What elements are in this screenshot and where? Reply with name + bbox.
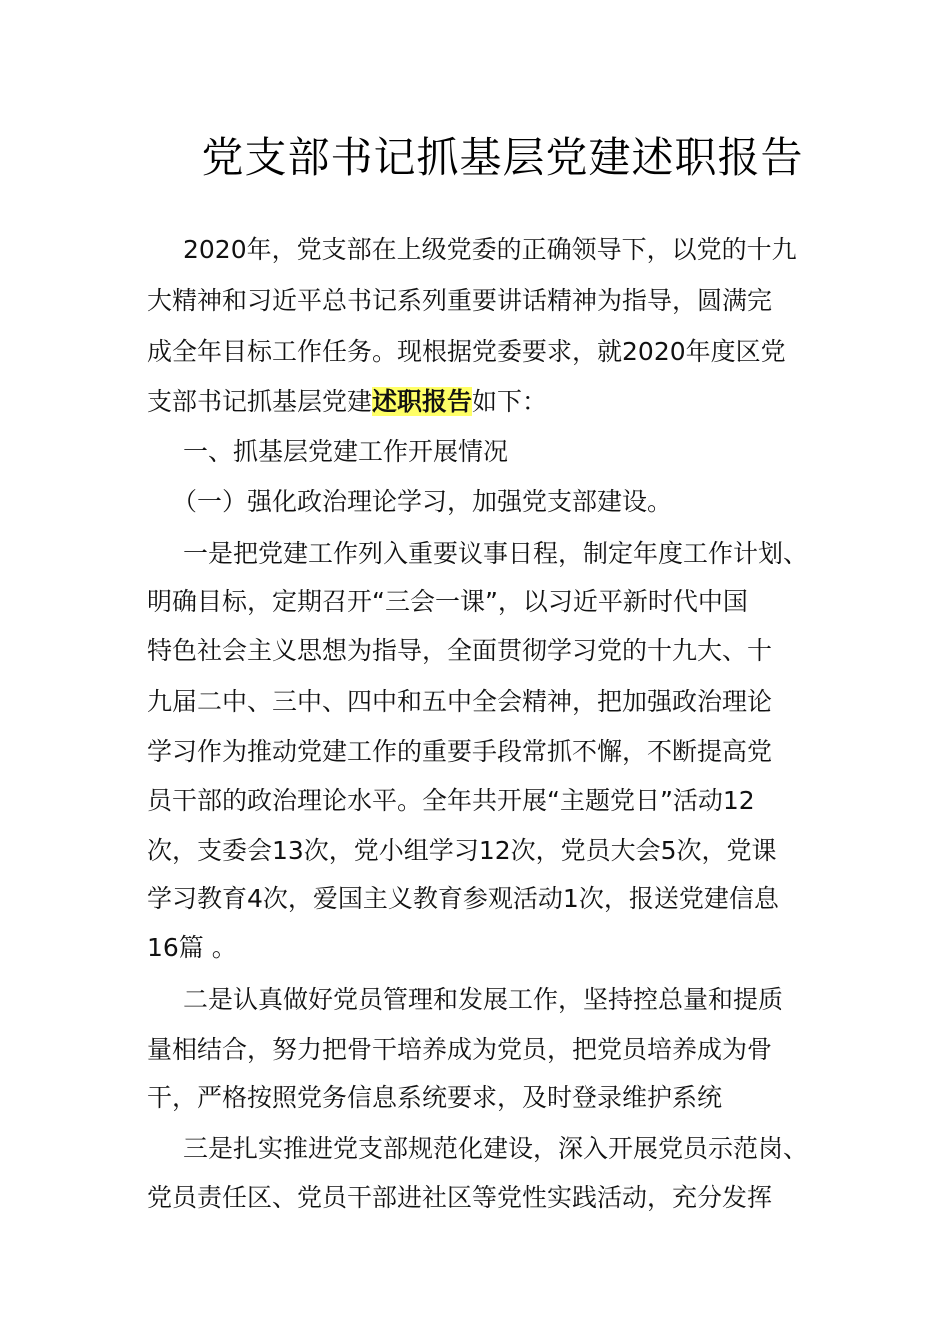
- paragraph-line: 大精神和习近平总书记系列重要讲话精神为指导，圆满完: [147, 286, 773, 315]
- paragraph-line: 学习作为推动党建工作的重要手段常抓不懈，不断提高党: [147, 737, 773, 766]
- paragraph-line: [147, 386, 547, 418]
- section-heading: 一、抓基层党建工作开展情况: [183, 437, 509, 466]
- paragraph-line: 量相结合，努力把骨干培养成为党员，把党员培养成为骨: [147, 1035, 773, 1064]
- paragraph-line: 员干部的政治理论水平。全年共开展“主题党日”活动12: [147, 786, 755, 815]
- paragraph-line: 干，严格按照党务信息系统要求，及时登录维护系统: [147, 1083, 723, 1112]
- paragraph-line: 二是认真做好党员管理和发展工作，坚持控总量和提质: [183, 985, 784, 1014]
- document-title: 党支部书记抓基层党建述职报告: [201, 133, 804, 182]
- paragraph-line: 16篇 。: [147, 933, 237, 962]
- paragraph-line: 2020年，党支部在上级党委的正确领导下，以党的十九: [183, 235, 797, 264]
- paragraph-line: 三是扎实推进党支部规范化建设，深入开展党员示范岗、: [183, 1134, 809, 1163]
- text-after-highlight: 如下：: [472, 387, 548, 416]
- paragraph-line: 九届二中、三中、四中和五中全会精神，把加强政治理论: [147, 687, 773, 716]
- paragraph-line: 次，支委会13次，党小组学习12次，党员大会5次，党课: [147, 836, 777, 865]
- paragraph-line: 一是把党建工作列入重要议事日程，制定年度工作计划、: [183, 539, 809, 568]
- paragraph-line: 成全年目标工作任务。现根据党委要求，就2020年度区党: [147, 337, 786, 366]
- highlighted-text: 述职报告: [372, 387, 473, 416]
- paragraph-line: 明确目标，定期召开“三会一课”，以习近平新时代中国: [147, 587, 748, 616]
- text-before-highlight: 支部书记抓基层党建: [147, 387, 373, 416]
- paragraph-line: 特色社会主义思想为指导，全面贯彻学习党的十九大、十: [147, 636, 773, 665]
- paragraph-line: 学习教育4次，爱国主义教育参观活动1次，报送党建信息: [147, 884, 779, 913]
- subsection-heading: （一）强化政治理论学习，加强党支部建设。: [172, 487, 673, 516]
- paragraph-line: 党员责任区、党员干部进社区等党性实践活动，充分发挥: [147, 1183, 773, 1212]
